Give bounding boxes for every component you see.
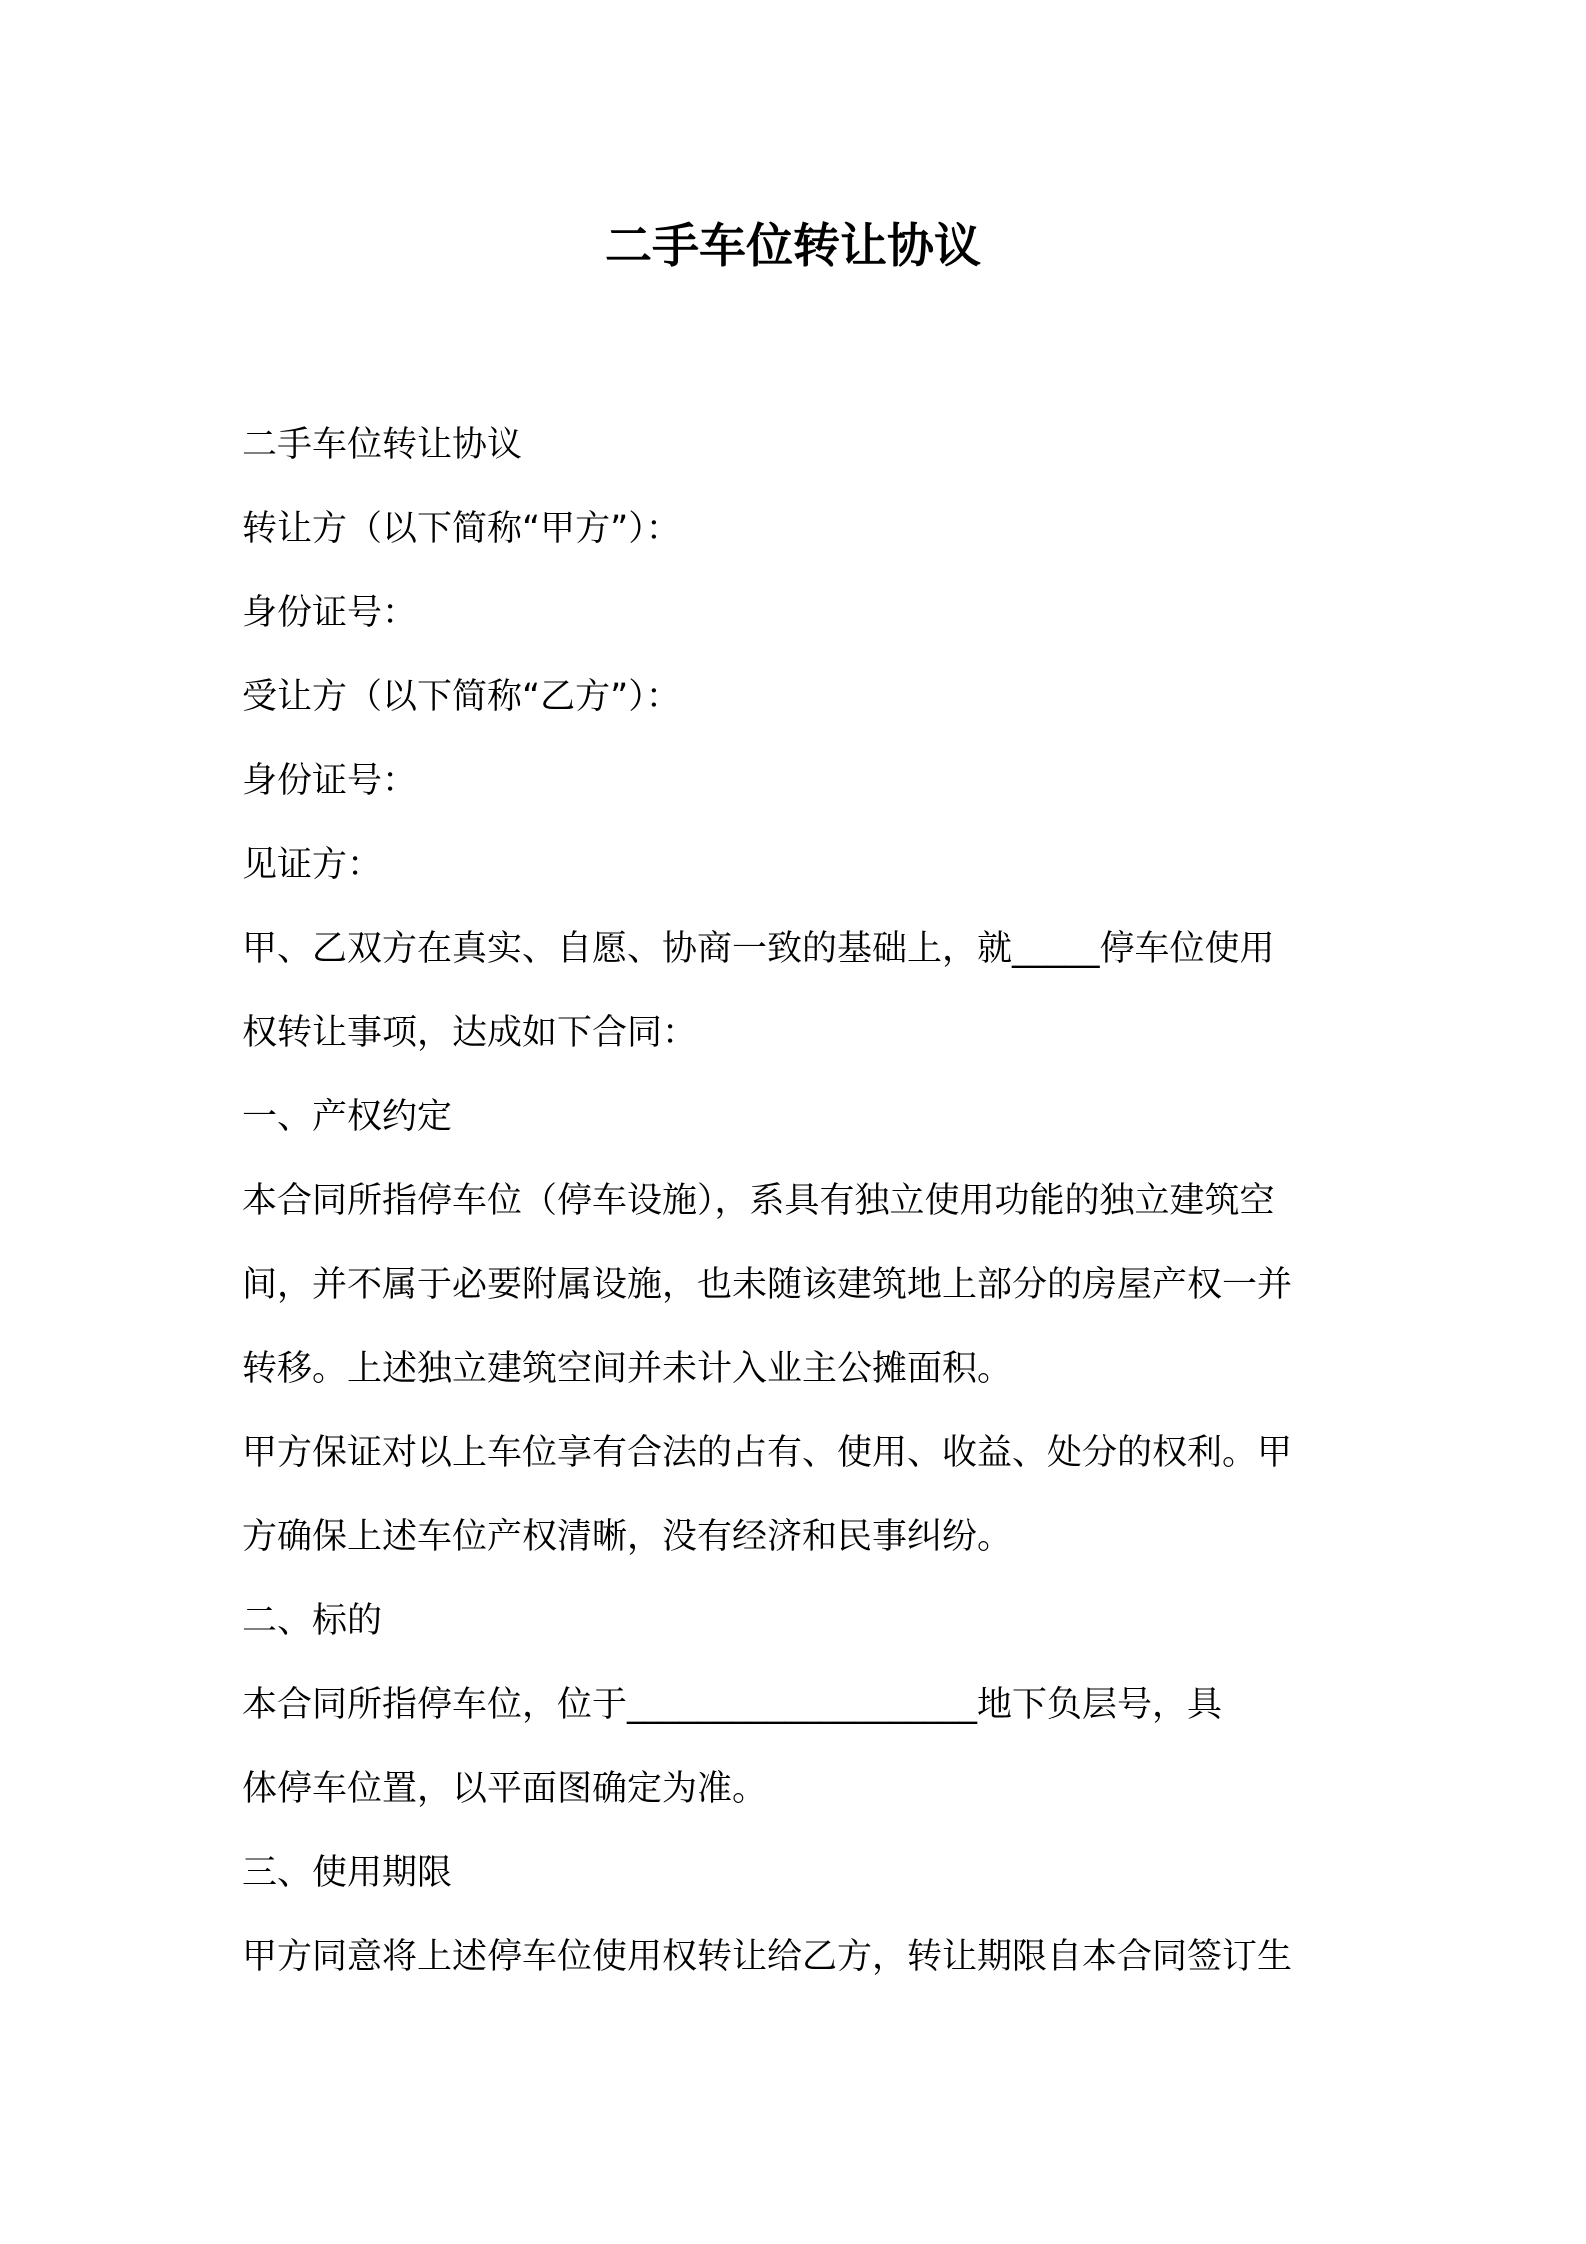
- witness-line: 见证方：: [242, 845, 383, 885]
- ownership-text-line: 本合同所指停车位（停车设施），系具有独立使用功能的独立建筑空: [242, 1181, 1275, 1221]
- ownership-guarantee-line: 方确保上述车位产权清晰，没有经济和民事纠纷。: [242, 1517, 1013, 1557]
- section-heading-term: 三、使用期限: [242, 1853, 453, 1893]
- preamble-line: 甲、乙双方在真实、自愿、协商一致的基础上，就_____停车位使用: [242, 929, 1275, 969]
- ownership-guarantee-line: 甲方保证对以上车位享有合法的占有、使用、收益、处分的权利。甲: [242, 1433, 1293, 1473]
- preamble-line: 权转让事项，达成如下合同：: [242, 1013, 698, 1053]
- body-subtitle: 二手车位转让协议: [242, 425, 523, 465]
- transferor-line: 转让方（以下简称“甲方”）：: [242, 509, 681, 549]
- ownership-text-line: 转移。上述独立建筑空间并未计入业主公摊面积。: [242, 1349, 1013, 1389]
- subject-text-line: 本合同所指停车位，位于____________________地下负层号，具: [242, 1685, 1223, 1725]
- transferee-id-line: 身份证号：: [242, 761, 418, 801]
- section-heading-ownership: 一、产权约定: [242, 1097, 453, 1137]
- transferor-id-line: 身份证号：: [242, 593, 418, 633]
- document-body: [242, 403, 1354, 1999]
- subject-text-line: 体停车位置，以平面图确定为准。: [242, 1769, 768, 1809]
- ownership-text-line: 间，并不属于必要附属设施，也未随该建筑地上部分的房屋产权一并: [242, 1265, 1293, 1305]
- transferee-line: 受让方（以下简称“乙方”）：: [242, 677, 681, 717]
- section-heading-subject: 二、标的: [242, 1601, 383, 1641]
- document-title: 二手车位转让协议: [605, 219, 981, 274]
- term-text-line: 甲方同意将上述停车位使用权转让给乙方，转让期限自本合同签订生: [242, 1937, 1293, 1977]
